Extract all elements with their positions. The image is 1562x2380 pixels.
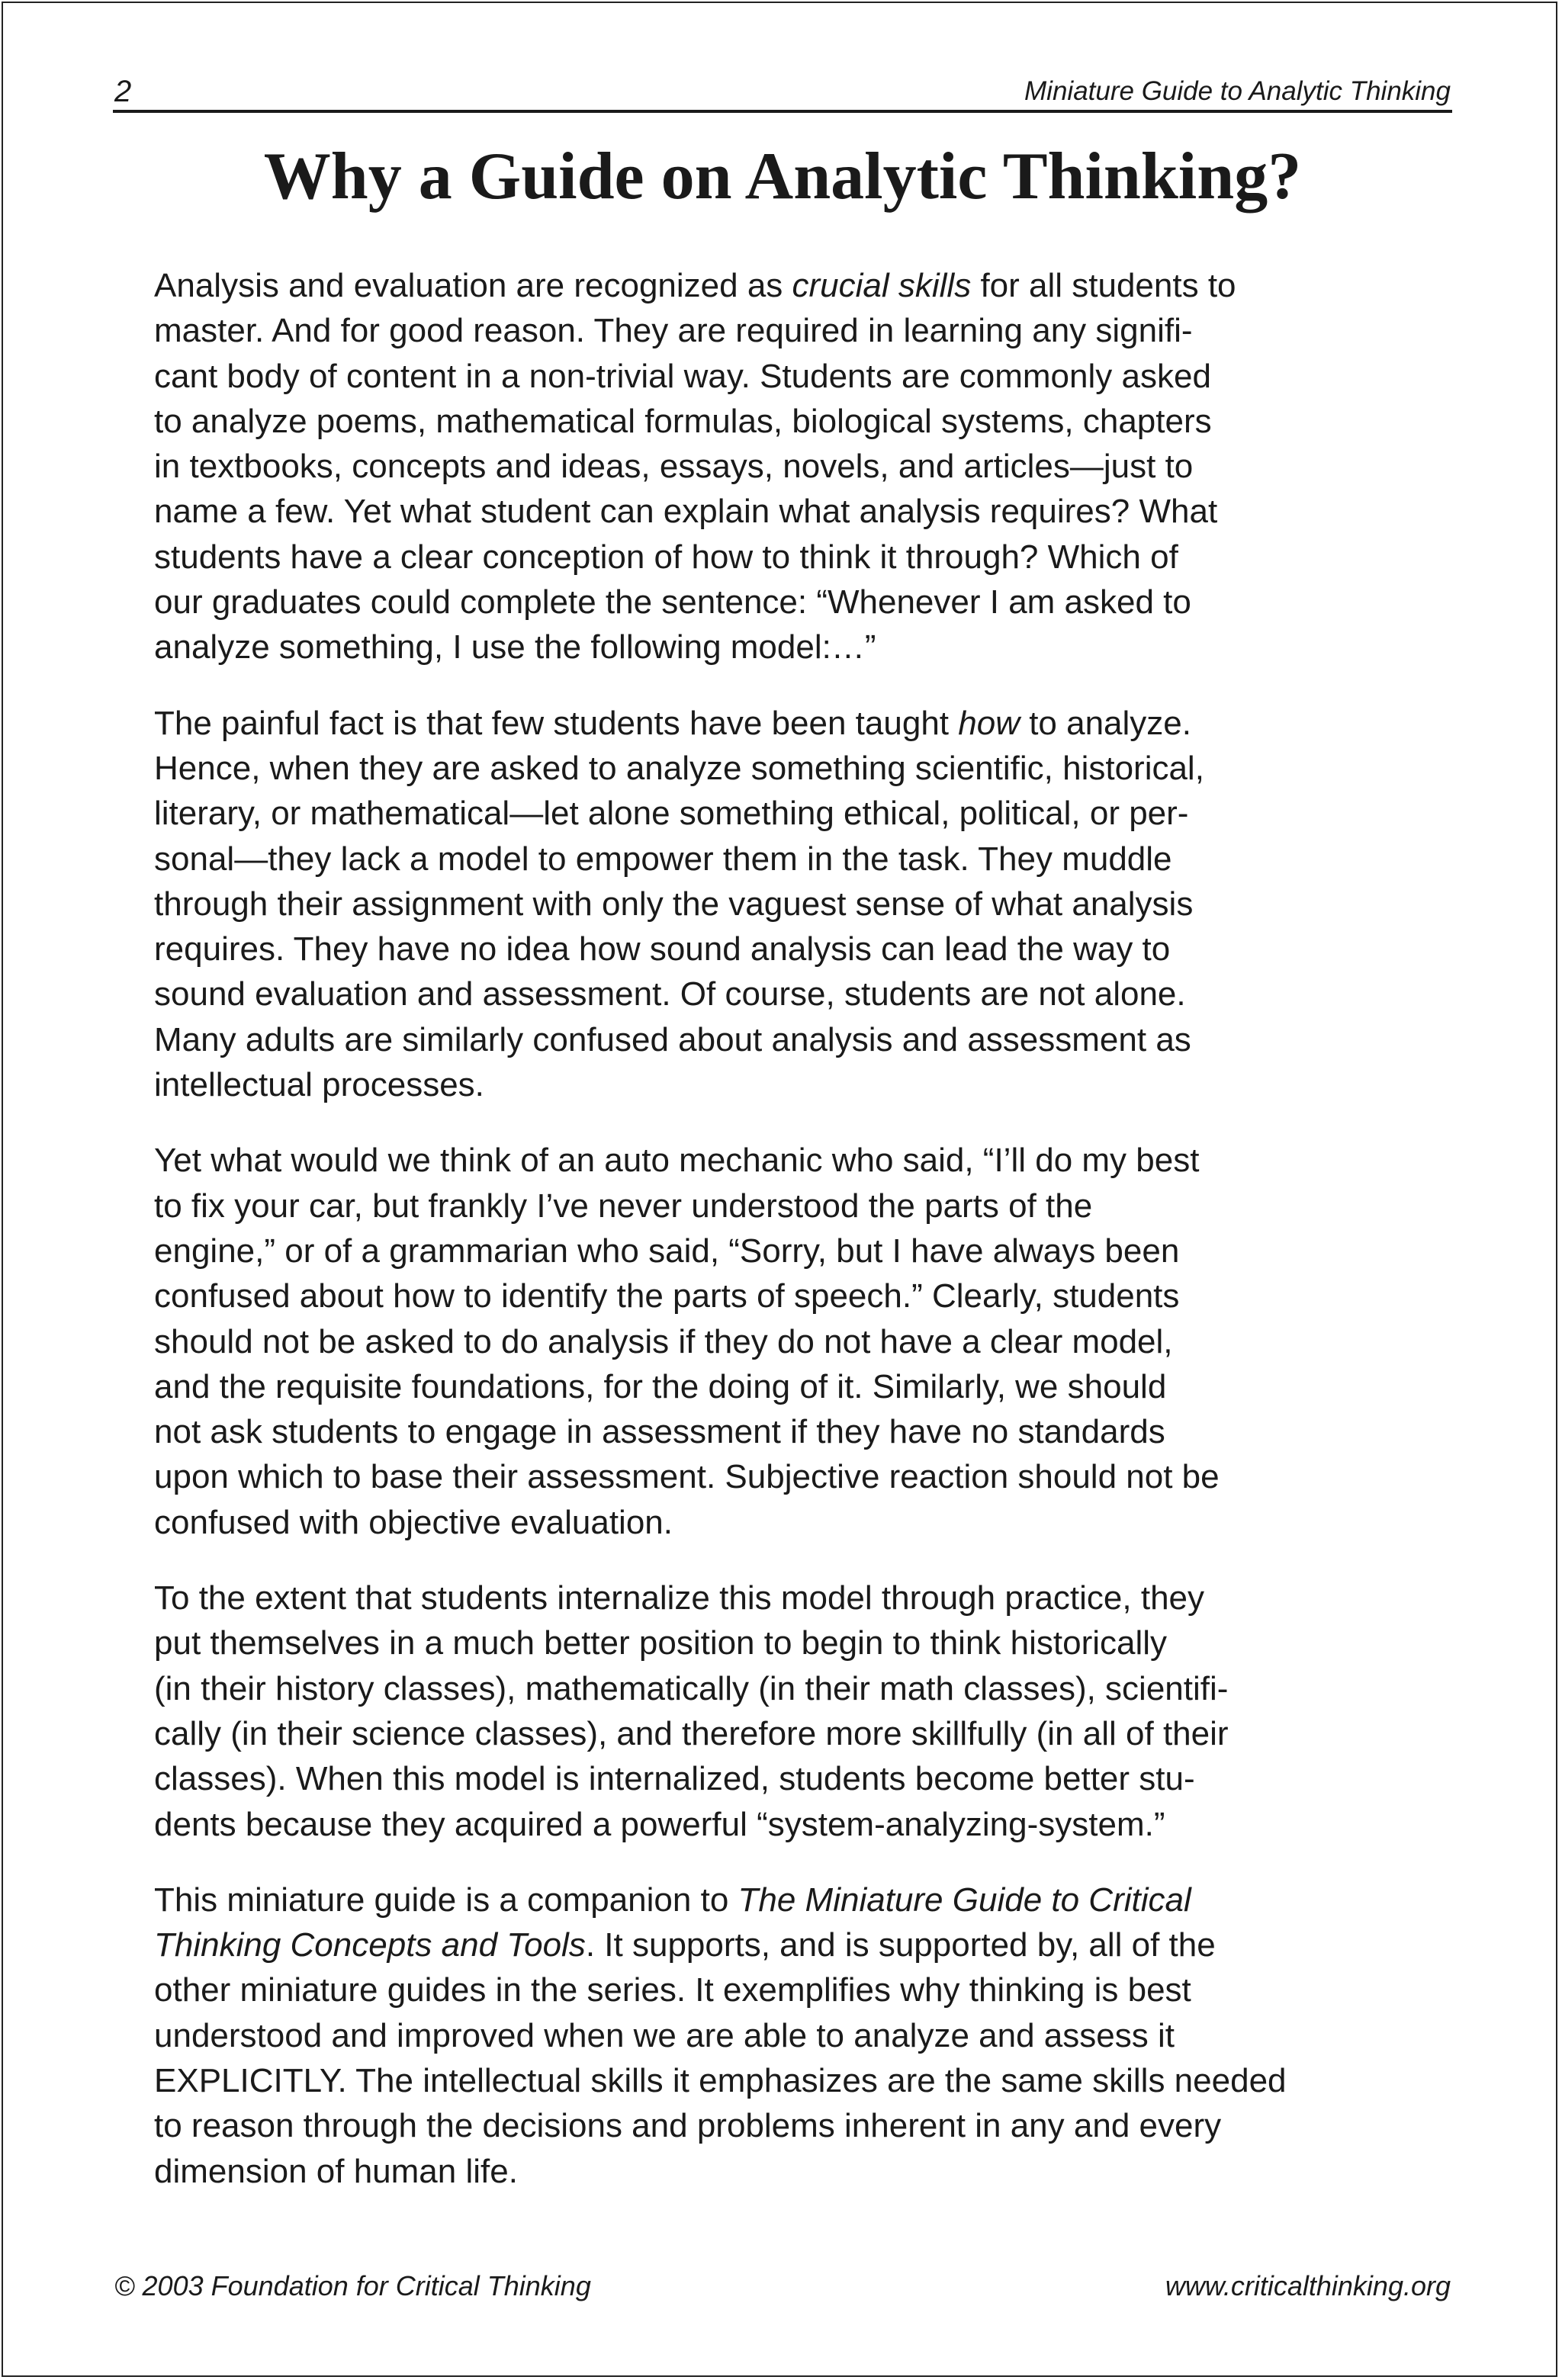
text-line (154, 1364, 1420, 1409)
paragraph (154, 263, 1420, 670)
paragraph (154, 1877, 1420, 2194)
text-line (154, 2103, 1420, 2148)
running-header-title: Miniature Guide to Analytic Thinking (1024, 76, 1451, 106)
text-line (154, 625, 1420, 670)
text-segment: to fix your car, but frankly I’ve never understood the parts of the (154, 1187, 1093, 1225)
text-segment: To the extent that students internalize this model through practice, they (154, 1579, 1205, 1617)
text-segment: The painful fact is that few students have been taught (154, 704, 959, 742)
page-title: Why a Guide on Analytic Thinking? (263, 140, 1302, 214)
text-segment: dents because they acquired a powerful “system-analyzing-system.” (154, 1805, 1165, 1843)
italic-text: Thinking Concepts and Tools (154, 1926, 586, 1964)
text-segment: to reason through the decisions and problems inherent in any and every (154, 2107, 1222, 2145)
text-segment: cant body of content in a non-trivial way. Students are commonly asked (154, 357, 1211, 395)
text-line (154, 1756, 1420, 1801)
text-segment: confused about how to identify the parts of speech.” Clearly, students (154, 1277, 1180, 1315)
text-line (154, 1666, 1420, 1711)
text-segment: sound evaluation and assessment. Of course, students are not alone. (154, 975, 1186, 1013)
text-line (154, 1062, 1420, 1107)
text-segment: put themselves in a much better position to begin to think historically (154, 1624, 1168, 1662)
text-line (154, 1802, 1420, 1847)
text-segment: Analysis and evaluation are recognized as (154, 267, 792, 304)
text-line (154, 308, 1420, 353)
text-line (154, 1138, 1420, 1183)
text-segment: for all students to (971, 267, 1236, 304)
text-line (154, 2058, 1420, 2103)
text-line (154, 1620, 1420, 1665)
text-segment: to analyze. (1019, 704, 1191, 742)
website-url: www.criticalthinking.org (1165, 2270, 1451, 2301)
page-number: 2 (114, 75, 132, 108)
text-line (154, 1967, 1420, 2012)
text-segment: in textbooks, concepts and ideas, essays, novels, and articles—just to (154, 448, 1194, 486)
text-line (154, 1575, 1420, 1620)
text-segment: other miniature guides in the series. It exemplifies why thinking is best (154, 1971, 1191, 2009)
text-line (154, 972, 1420, 1017)
paragraph (154, 1575, 1420, 1847)
text-segment: and the requisite foundations, for the doing of it. Similarly, we should (154, 1367, 1167, 1405)
text-line (154, 1922, 1420, 1967)
copyright-notice: © 2003 Foundation for Critical Thinking (114, 2270, 591, 2301)
text-segment: Many adults are similarly confused about analysis and assessment as (154, 1020, 1191, 1058)
text-segment: students have a clear conception of how to think it through? Which of (154, 538, 1178, 576)
text-segment: EXPLICITLY. The intellectual skills it emphasizes are the same skills needed (154, 2061, 1287, 2099)
text-line (154, 1274, 1420, 1318)
text-line (154, 791, 1420, 836)
text-segment: our graduates could complete the sentence: “Whenever I am asked to (154, 583, 1191, 621)
text-line (154, 354, 1420, 399)
text-segment: confused with objective evaluation. (154, 1503, 673, 1541)
text-segment: cally (in their science classes), and therefore more skillfully (in all of their (154, 1714, 1229, 1752)
text-line (154, 927, 1420, 972)
text-line (154, 2013, 1420, 2058)
text-line (154, 746, 1420, 791)
text-segment: should not be asked to do analysis if they do not have a clear model, (154, 1322, 1173, 1360)
text-line (154, 1711, 1420, 1756)
text-line (154, 1500, 1420, 1545)
text-segment: master. And for good reason. They are required in learning any signifi- (154, 312, 1193, 350)
text-segment: This miniature guide is a companion to (154, 1881, 738, 1919)
text-line (154, 535, 1420, 580)
text-line (154, 399, 1420, 444)
text-line (154, 837, 1420, 882)
text-segment: through their assignment with only the vaguest sense of what analysis (154, 885, 1194, 923)
italic-text: how (958, 704, 1020, 742)
text-line (154, 1454, 1420, 1499)
text-line (154, 1877, 1420, 1922)
text-line (154, 1409, 1420, 1454)
text-segment: intellectual processes. (154, 1066, 484, 1104)
footer (113, 2268, 1452, 2305)
text-segment: not ask students to engage in assessment if they have no standards (154, 1413, 1165, 1451)
text-segment: engine,” or of a grammarian who said, “Sorry, but I have always been (154, 1232, 1180, 1270)
text-segment: . It supports, and is supported by, all of the (585, 1926, 1216, 1964)
text-line (154, 263, 1420, 308)
text-segment: requires. They have no idea how sound analysis can lead the way to (154, 930, 1171, 968)
text-segment: literary, or mathematical—let alone something ethical, political, or per- (154, 795, 1189, 833)
body-text (154, 263, 1420, 2224)
text-segment: dimension of human life. (154, 2152, 518, 2190)
text-segment: sonal—they lack a model to empower them in the task. They muddle (154, 840, 1172, 878)
text-line (154, 489, 1420, 534)
text-line (154, 882, 1420, 927)
paragraph (154, 701, 1420, 1108)
text-segment: upon which to base their assessment. Subjective reaction should not be (154, 1458, 1220, 1496)
text-line (154, 701, 1420, 746)
text-line (154, 1229, 1420, 1274)
paragraph (154, 1138, 1420, 1545)
text-segment: analyze something, I use the following model:…” (154, 628, 876, 666)
text-segment: Yet what would we think of an auto mechanic who said, “I’ll do my best (154, 1142, 1200, 1180)
text-segment: to analyze poems, mathematical formulas, biological systems, chapters (154, 402, 1212, 440)
text-segment: name a few. Yet what student can explain what analysis requires? What (154, 493, 1218, 531)
running-header (113, 73, 1452, 113)
italic-text: The Miniature Guide to Critical (738, 1881, 1191, 1919)
text-segment: understood and improved when we are able to analyze and assess it (154, 2016, 1175, 2054)
text-segment: (in their history classes), mathematically (in their math classes), scientifi- (154, 1669, 1229, 1707)
text-segment: Hence, when they are asked to analyze something scientific, historical, (154, 749, 1204, 787)
text-line (154, 444, 1420, 489)
text-line (154, 1319, 1420, 1364)
text-line (154, 580, 1420, 625)
text-line (154, 2149, 1420, 2194)
italic-text: crucial skills (792, 267, 972, 304)
text-segment: classes). When this model is internalized, students become better stu- (154, 1760, 1195, 1798)
text-line (154, 1017, 1420, 1062)
text-line (154, 1184, 1420, 1229)
